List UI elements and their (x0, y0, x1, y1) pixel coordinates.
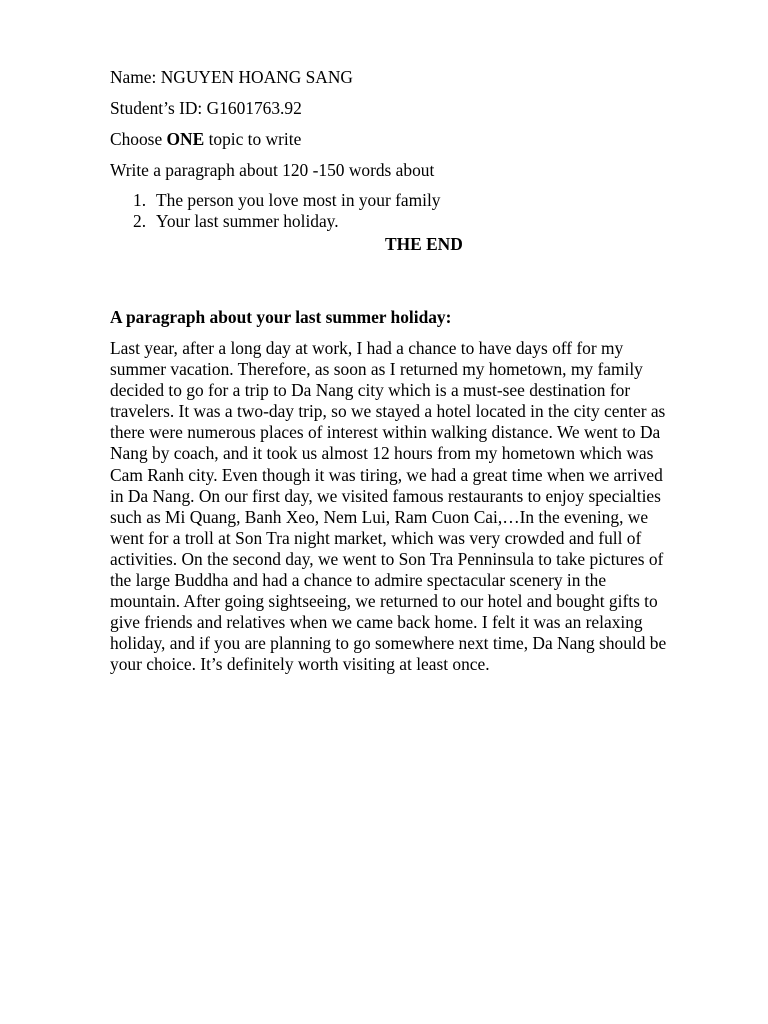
essay-line: travelers. It was a two-day trip, so we stayed a hotel located in the city center as (110, 401, 666, 422)
essay-line: in Da Nang. On our first day, we visited famous restaurants to enjoy specialties (110, 485, 661, 506)
choose-suffix: topic to write (204, 129, 302, 149)
topic-number: 1. (133, 190, 147, 210)
essay-line: holiday, and if you are planning to go somewhere next time, Da Nang should be (110, 633, 667, 654)
choose-prefix: Choose (110, 129, 167, 149)
essay-line: activities. On the second day, we went to Son Tra Penninsula to take pictures of (110, 548, 664, 569)
write-instruction: Write a paragraph about 120 -150 words about (110, 160, 435, 180)
essay-line: Last year, after a long day at work, I had a chance to have days off for my (110, 338, 624, 358)
essay-line: mountain. After going sightseeing, we returned to our hotel and bought gifts to (110, 591, 658, 612)
topic-text: The person you love most in your family (156, 190, 441, 210)
topic-list (110, 190, 690, 232)
essay-line: Nang by coach, and it took us almost 12 hours from my hometown which was (110, 443, 654, 464)
document-page (110, 67, 690, 676)
choose-instruction (110, 129, 690, 150)
essay-line: Cam Ranh city. Even though it was tiring, we had a great time when we arrived (110, 464, 663, 485)
essay-line: such as Mi Quang, Banh Xeo, Nem Lui, Ram Cuon Cai,…In the evening, we (110, 506, 649, 527)
essay-line: went for a troll at Son Tra night market, which was very crowded and full of (110, 527, 642, 548)
essay-line: summer vacation. Therefore, as soon as I returned my hometown, my family (110, 359, 643, 380)
essay-heading: A paragraph about your last summer holiday: (110, 307, 452, 327)
topic-text: Your last summer holiday. (156, 211, 339, 231)
choose-bold: ONE (166, 129, 205, 149)
topic-item (110, 190, 690, 211)
the-end-label: THE END (385, 234, 463, 254)
essay-line: there were numerous places of interest within walking distance. We went to Da (110, 422, 661, 443)
student-name: Name: NGUYEN HOANG SANG (110, 67, 353, 87)
essay-line: the large Buddha and had a chance to admire spectacular scenery in the (110, 570, 607, 591)
student-id: Student’s ID: G1601763.92 (110, 98, 302, 118)
topic-number: 2. (133, 211, 147, 231)
essay-body (110, 338, 690, 676)
essay-line: decided to go for a trip to Da Nang city which is a must-see destination for (110, 380, 631, 401)
essay-line: your choice. It’s definitely worth visiting at least once. (110, 654, 490, 675)
essay-line: give friends and relatives when we came back home. I felt it was an relaxing (110, 612, 643, 633)
topic-item (110, 211, 690, 232)
